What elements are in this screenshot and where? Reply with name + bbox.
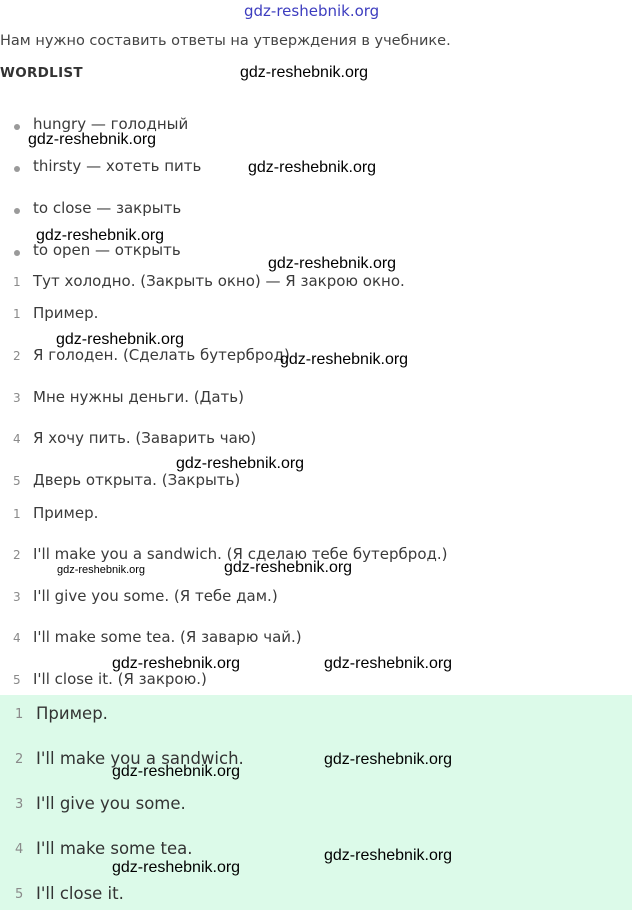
statement-text: Я хочу пить. (Заварить чаю) <box>33 429 257 447</box>
watermark-text: gdz-reshebnik.org <box>176 455 305 472</box>
watermark-text: gdz-reshebnik.org <box>112 859 241 876</box>
answer-text: Пример. <box>33 504 99 522</box>
bullet-icon <box>14 124 20 130</box>
item-number: 4 <box>15 842 24 857</box>
top-watermark: gdz-reshebnik.org <box>244 2 380 20</box>
answer-text: I'll close it. (Я закрою.) <box>33 670 207 688</box>
final-answer-text: I'll make some tea. <box>36 839 193 858</box>
watermark-text: gdz-reshebnik.org <box>268 255 397 272</box>
watermark-text: gdz-reshebnik.org <box>240 64 369 81</box>
watermark-text: gdz-reshebnik.org <box>324 847 453 864</box>
final-answer-text: I'll make you a sandwich. <box>36 749 244 768</box>
bullet-icon <box>14 250 20 256</box>
item-number: 5 <box>13 673 21 687</box>
statement-text: Я голоден. (Сделать бутерброд) <box>33 346 290 364</box>
watermark-text: gdz-reshebnik.org <box>112 655 241 672</box>
final-answer-text: I'll close it. <box>36 884 124 903</box>
statement-text: Дверь открыта. (Закрыть) <box>33 471 241 489</box>
watermark-text: gdz-reshebnik.org <box>224 559 353 576</box>
wordlist-title: WORDLIST <box>0 65 83 81</box>
statement-text: Пример. <box>33 304 99 322</box>
statement-text: Мне нужны деньги. (Дать) <box>33 388 244 406</box>
wordlist-item: to close — закрыть <box>33 199 182 217</box>
watermark-text: gdz-reshebnik.org <box>28 131 157 148</box>
item-number: 4 <box>13 631 21 645</box>
wordlist-item: hungry — голодный <box>33 115 189 133</box>
wordlist-item: to open — открыть <box>33 241 181 259</box>
answer-text: I'll make some tea. (Я заварю чай.) <box>33 628 302 646</box>
item-number: 3 <box>15 797 24 812</box>
statement-text: Тут холодно. (Закрыть окно) — Я закрою окно. <box>33 272 405 290</box>
item-number: 1 <box>13 507 21 521</box>
watermark-text: gdz-reshebnik.org <box>112 763 241 780</box>
item-number: 2 <box>13 548 21 562</box>
item-number: 5 <box>13 474 21 488</box>
final-answer-text: Пример. <box>36 704 108 723</box>
bullet-icon <box>14 208 20 214</box>
item-number: 2 <box>13 349 21 363</box>
item-number: 3 <box>13 391 21 405</box>
watermark-text: gdz-reshebnik.org <box>324 751 453 768</box>
item-number: 3 <box>13 590 21 604</box>
item-number: 4 <box>13 432 21 446</box>
wordlist-item: thirsty — хотеть пить <box>33 157 202 175</box>
watermark-text: gdz-reshebnik.org <box>324 655 453 672</box>
item-number: 2 <box>15 752 24 767</box>
item-number: 5 <box>15 887 24 902</box>
item-number: 1 <box>13 275 21 289</box>
bullet-icon <box>14 166 20 172</box>
answer-text: I'll give you some. (Я тебе дам.) <box>33 587 278 605</box>
watermark-text: gdz-reshebnik.org <box>57 564 146 576</box>
final-answer-text: I'll give you some. <box>36 794 186 813</box>
watermark-text: gdz-reshebnik.org <box>56 331 185 348</box>
item-number: 1 <box>15 707 24 722</box>
watermark-text: gdz-reshebnik.org <box>280 351 409 368</box>
intro-text: Нам нужно составить ответы на утверждения в учебнике. <box>0 33 451 49</box>
watermark-text: gdz-reshebnik.org <box>248 159 377 176</box>
item-number: 1 <box>13 307 21 321</box>
watermark-text: gdz-reshebnik.org <box>36 227 165 244</box>
answer-text: I'll make you a sandwich. (Я сделаю тебе бутерброд.) <box>33 545 448 563</box>
